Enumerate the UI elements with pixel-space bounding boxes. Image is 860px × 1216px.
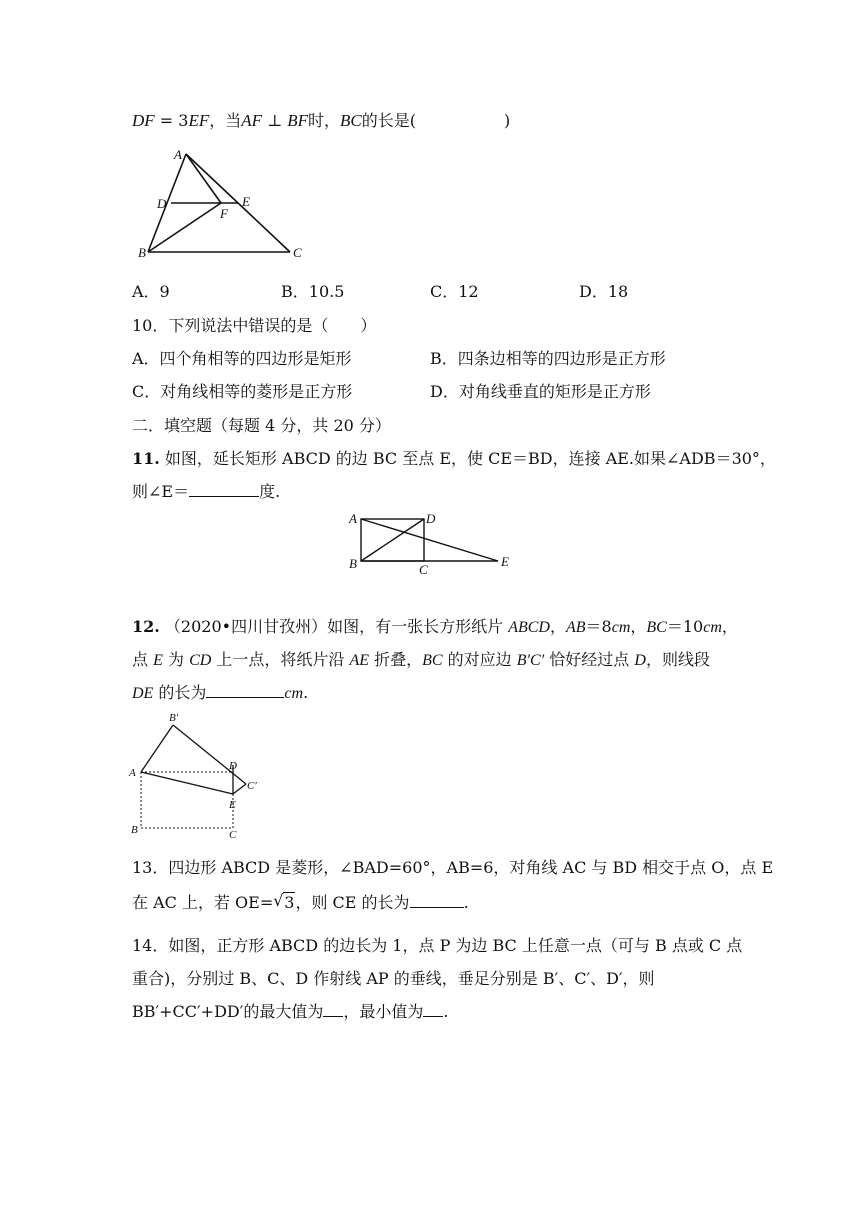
q11-text-2a: 则∠E＝ <box>132 482 190 501</box>
q12-cm-1: cm <box>611 619 631 636</box>
q14-text-3a: BB′+CC′+DD′的最大值为 <box>132 1002 324 1021</box>
q12-label-bp: B′ <box>169 712 179 724</box>
q9-label-b: B <box>138 245 146 260</box>
q9-label-c: C <box>293 245 302 260</box>
q9-bc: BC <box>340 111 362 130</box>
q12-label-cp: C′ <box>247 780 257 792</box>
q14-text-3b: ，最小值为 <box>343 1002 424 1021</box>
q9-c3: 的长是( <box>361 111 417 130</box>
q9-c4: ) <box>504 111 511 130</box>
q12-text-2a: 点 <box>132 650 154 669</box>
q12-text-1b: ， <box>549 617 566 636</box>
q11-line-2 <box>132 481 280 503</box>
q9-option-c: C．12 <box>430 282 479 301</box>
q12-text-2f: 恰好经过点 <box>544 650 635 669</box>
q9-option-d: D．18 <box>579 282 629 301</box>
q9-label-e: E <box>242 194 250 209</box>
q9-c1: ，当 <box>209 111 242 130</box>
q11-answer-blank[interactable] <box>189 482 259 497</box>
q11-text-1: 如图，延长矩形 ABCD 的边 BC 至点 E，使 CE＝BD，连接 AE.如果∠ADB＝30°， <box>159 449 776 468</box>
q9-ef: EF <box>188 111 210 130</box>
q11-label-d: D <box>426 511 436 526</box>
q12-text-2g: ，则线段 <box>645 650 710 669</box>
q13-line-1: 13．四边形 ABCD 是菱形，∠BAD=60°，AB=6，对角线 AC 与 BD 相交于点 O，点 E <box>132 858 774 877</box>
q13-sqrt <box>273 892 295 914</box>
q12-text-1a: （2020•四川甘孜州）如图，有一张长方形纸片 <box>159 617 509 636</box>
q9-bf: BF <box>287 111 309 130</box>
q9-option-b: B．10.5 <box>281 282 345 301</box>
q11-text-2b: 度. <box>259 482 281 501</box>
q9-perp: ⊥ <box>262 111 288 130</box>
q12-label-d: D <box>229 760 237 772</box>
q14-line-2: 重合)，分别过 B、C、D 作射线 AP 的垂线，垂足分别是 B′、C′、D′，则 <box>132 969 655 988</box>
q12-bc-2: BC <box>422 652 443 669</box>
q12-ab: AB <box>565 619 586 636</box>
q13-text-2a: 在 AC 上，若 OE= <box>132 893 274 912</box>
q12-bpcp: B′C′ <box>516 652 545 669</box>
q9-eq1: = 3 <box>154 111 189 130</box>
q12-label-a: A <box>129 767 136 779</box>
q12-text-1c: ＝8 <box>585 617 612 636</box>
q10-stem: 10．下列说法中错误的是（ ） <box>132 316 377 335</box>
q12-number: 12. <box>132 617 160 636</box>
q13-sqrt-symbol: √ <box>273 891 284 910</box>
q12-label-e: E <box>229 799 236 811</box>
q10-option-a: A．四个角相等的四边形是矩形 <box>132 349 352 368</box>
q12-text-2e: 的对应边 <box>442 650 517 669</box>
q9-label-f: F <box>220 206 228 221</box>
q14-line-1: 14．如图，正方形 ABCD 的边长为 1，点 P 为边 BC 上任意一点（可与 B 点或 C 点 <box>132 936 743 955</box>
q12-cd: CD <box>189 652 212 669</box>
q14-min-blank[interactable] <box>423 1002 443 1017</box>
q14-text-3c: . <box>443 1002 449 1021</box>
q12-text-3a: 的长为 <box>153 683 207 702</box>
q13-sqrt-value: 3 <box>284 893 295 912</box>
q12-bc: BC <box>646 619 667 636</box>
q14-line-3 <box>132 1001 448 1023</box>
q14-max-blank[interactable] <box>323 1002 343 1017</box>
q9-af: AF <box>241 111 263 130</box>
q12-text-1d: ， <box>630 617 647 636</box>
section-2-heading: 二．填空题（每题 4 分，共 20 分） <box>132 416 391 435</box>
q12-line-1 <box>132 616 738 639</box>
q12-cm-2: cm <box>703 619 722 636</box>
q11-rectangle-figure <box>345 510 520 575</box>
q12-cm-3: cm <box>284 685 304 702</box>
q10-option-d: D．对角线垂直的矩形是正方形 <box>430 382 651 401</box>
q9-df: DF <box>132 111 155 130</box>
q12-e: E <box>153 652 163 669</box>
q12-answer-blank[interactable] <box>206 683 284 698</box>
q12-ae: AE <box>349 652 370 669</box>
q12-d: D <box>634 652 646 669</box>
q12-text-2c: 上一点，将纸片沿 <box>211 650 350 669</box>
q12-label-c: C <box>229 829 237 841</box>
q12-text-2d: 折叠， <box>369 650 423 669</box>
q12-text-1f: ， <box>721 617 738 636</box>
q11-label-b: B <box>349 556 357 571</box>
q10-option-b: B．四条边相等的四边形是正方形 <box>430 349 666 368</box>
q9-stem-line <box>132 110 510 132</box>
q12-line-3 <box>132 682 308 705</box>
q11-label-e: E <box>501 554 509 569</box>
q12-fold-figure <box>126 710 271 840</box>
q12-text-1e: ＝10 <box>666 617 704 636</box>
q13-text-2c: . <box>463 893 469 912</box>
q9-c2: 时， <box>308 111 341 130</box>
q12-de: DE <box>132 685 154 702</box>
q9-label-a: A <box>174 147 182 162</box>
q12-label-b: B <box>131 824 138 836</box>
q11-label-c: C <box>419 562 428 577</box>
q11-number: 11. <box>132 449 160 468</box>
q9-option-a: A．9 <box>132 282 170 301</box>
q13-text-2b: ，则 CE 的长为 <box>295 893 410 912</box>
q9-triangle-figure <box>130 140 330 270</box>
q13-line-2 <box>132 892 469 914</box>
q11-line-1 <box>132 448 776 470</box>
q12-line-2 <box>132 649 710 672</box>
q12-text-3b: . <box>303 683 309 702</box>
q12-text-2b: 为 <box>162 650 190 669</box>
q9-label-d: D <box>157 196 167 211</box>
q12-abcd: ABCD <box>508 619 550 636</box>
q13-answer-blank[interactable] <box>410 893 464 908</box>
q10-option-c: C．对角线相等的菱形是正方形 <box>132 382 353 401</box>
q11-label-a: A <box>349 511 357 526</box>
